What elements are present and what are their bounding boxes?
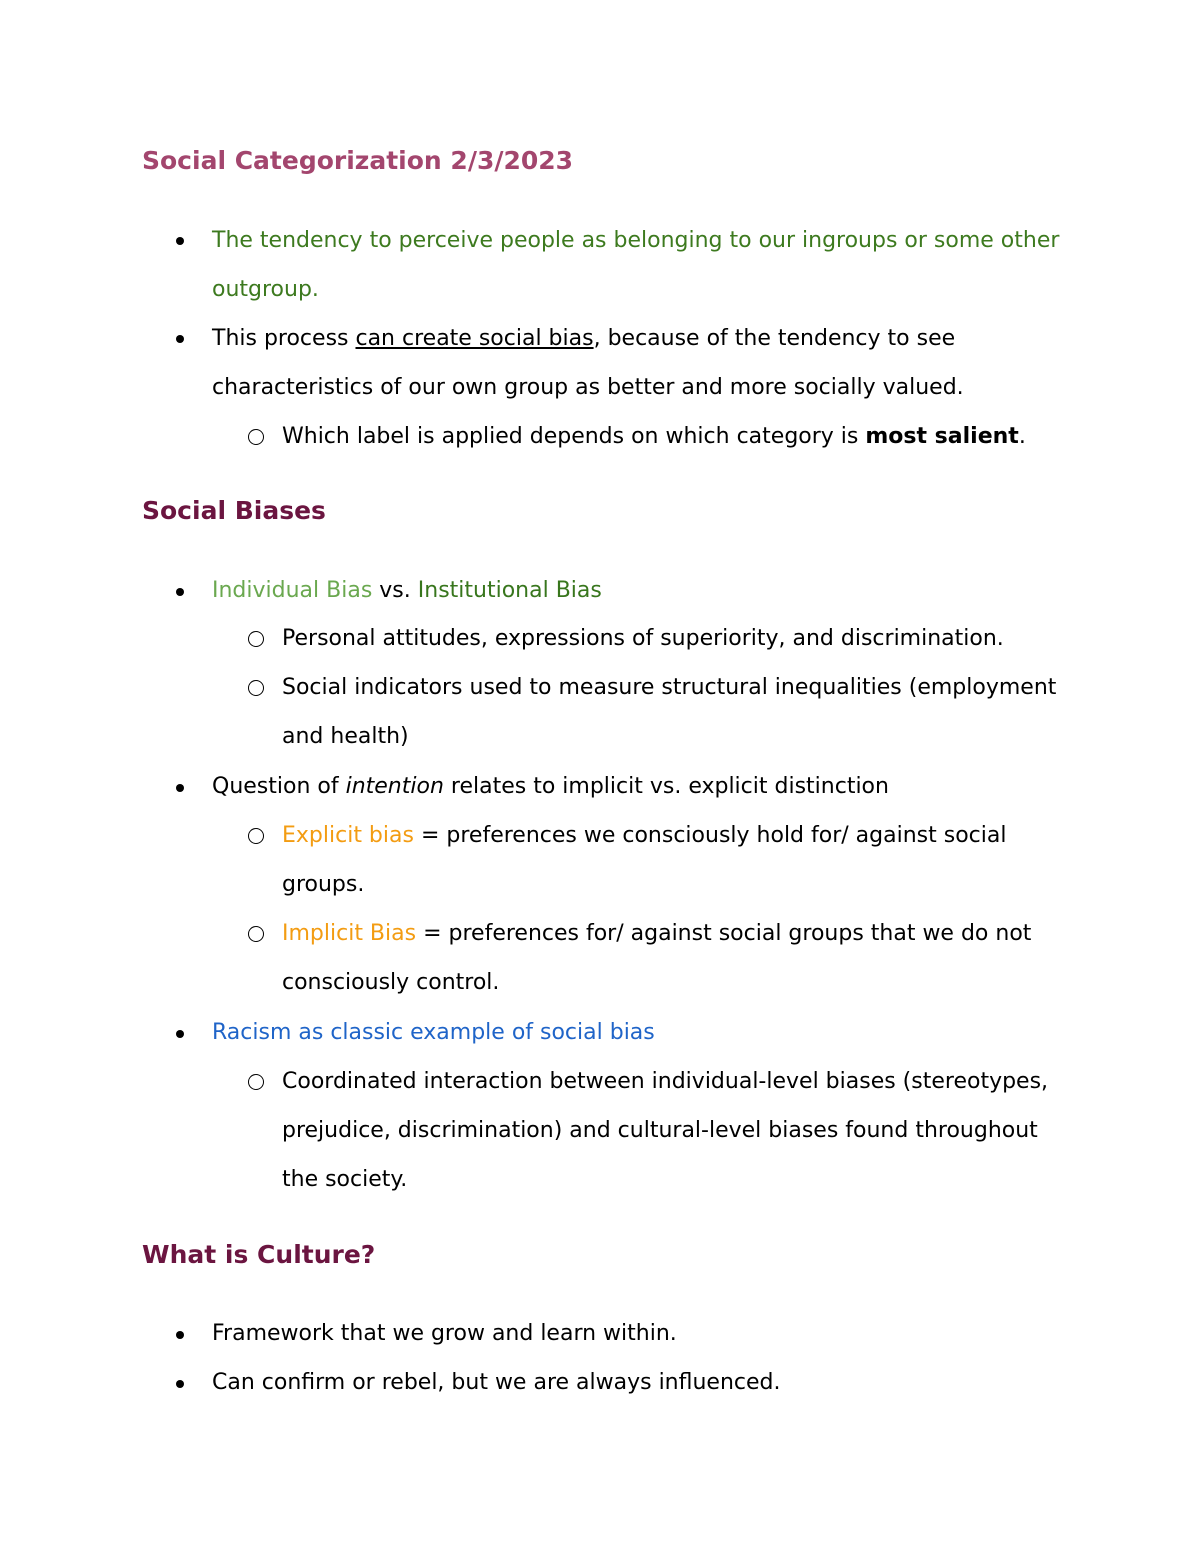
italic-word: intention — [345, 774, 444, 799]
text-run: vs. — [372, 578, 418, 603]
bullet-text — [212, 772, 889, 802]
bullet-text: The tendency to perceive people as belonging to our ingroups or some other — [212, 228, 1060, 253]
bullet-text — [212, 324, 955, 354]
bullet-dot — [176, 784, 184, 792]
underlined-phrase: can create social bias — [355, 326, 594, 351]
text-run: This process — [212, 326, 356, 351]
text-run: relates to implicit vs. explicit distinction — [443, 774, 889, 799]
sub-bullet-text: Coordinated interaction between individual-level biases (stereotypes, — [282, 1069, 1049, 1094]
bullet-text-continued: characteristics of our own group as better and more socially valued. — [212, 375, 964, 400]
section-heading-social-categorization: Social Categorization 2/3/2023 — [142, 146, 574, 175]
bullet-dot — [176, 1331, 184, 1339]
sub-bullet-circle — [248, 680, 264, 696]
sub-bullet-circle — [248, 926, 264, 942]
section-heading-what-is-culture: What is Culture? — [142, 1240, 376, 1269]
text-run: Question of — [212, 774, 346, 799]
text-run: = preferences we consciously hold for/ against social — [413, 823, 1007, 848]
bullet-text — [212, 576, 602, 606]
sub-bullet-circle — [248, 631, 264, 647]
bullet-text: Framework that we grow and learn within. — [212, 1321, 677, 1346]
sub-bullet-text-continued: and health) — [282, 724, 409, 749]
bullet-text-continued: outgroup. — [212, 277, 319, 302]
sub-bullet-text-continued: groups. — [282, 872, 365, 897]
sub-bullet-text — [282, 919, 1031, 949]
text-run: Which label is applied depends on which category is — [282, 424, 866, 449]
sub-bullet-text — [282, 422, 1026, 452]
bullet-dot — [176, 237, 184, 245]
bullet-text: Racism as classic example of social bias — [212, 1020, 655, 1045]
text-run: Institutional Bias — [417, 578, 602, 603]
sub-bullet-text-continued: prejudice, discrimination) and cultural-level biases found throughout — [282, 1118, 1038, 1143]
bullet-dot — [176, 335, 184, 343]
sub-bullet-circle — [248, 828, 264, 844]
sub-bullet-circle — [248, 1074, 264, 1090]
bullet-text: Can confirm or rebel, but we are always influenced. — [212, 1370, 781, 1395]
explicit-bias-term: Explicit bias — [282, 823, 414, 848]
text-run: . — [1018, 424, 1026, 449]
text-run: = preferences for/ against social groups that we do not — [416, 921, 1032, 946]
bold-phrase: most salient — [865, 424, 1019, 449]
sub-bullet-text: Social indicators used to measure structural inequalities (employment — [282, 675, 1057, 700]
bullet-dot — [176, 1380, 184, 1388]
bullet-dot — [176, 588, 184, 596]
sub-bullet-text — [282, 821, 1006, 851]
bullet-dot — [176, 1030, 184, 1038]
sub-bullet-text: Personal attitudes, expressions of superiority, and discrimination. — [282, 626, 1004, 651]
sub-bullet-text-continued: the society. — [282, 1167, 408, 1192]
implicit-bias-term: Implicit Bias — [282, 921, 417, 946]
section-heading-social-biases: Social Biases — [142, 496, 326, 525]
sub-bullet-circle — [248, 429, 264, 445]
text-run: , because of the tendency to see — [593, 326, 956, 351]
text-run: Individual Bias — [212, 578, 373, 603]
sub-bullet-text-continued: consciously control. — [282, 970, 500, 995]
